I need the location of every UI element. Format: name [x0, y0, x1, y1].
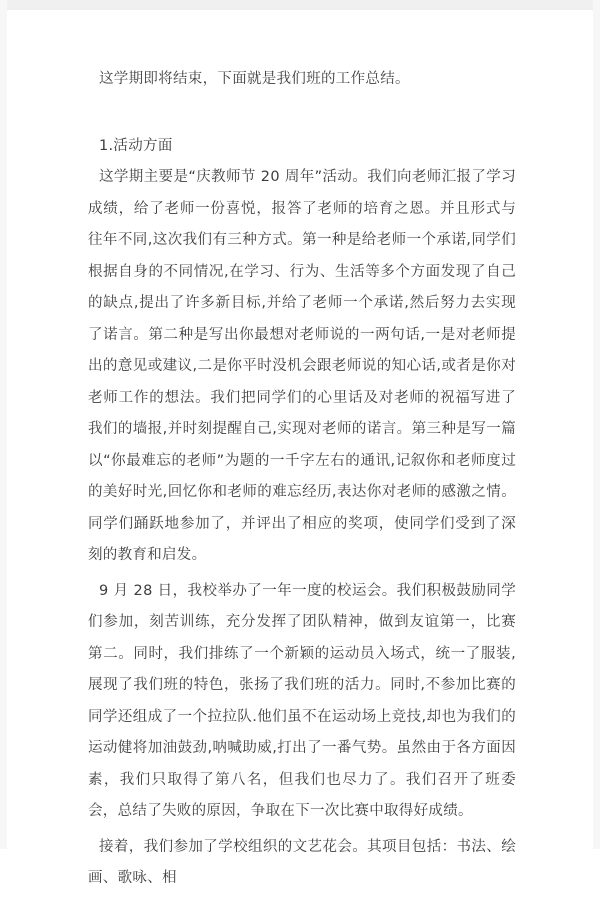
paragraph-art-festival: 接着，我们参加了学校组织的文艺花会。其项目包括：书法、绘画、歌咏、相	[88, 838, 516, 886]
page-right-border	[593, 0, 600, 849]
paragraph-sports-meet: 9 月 28 日，我校举办了一年一度的校运会。我们积极鼓励同学们参加，刻苦训练，充分发挥了团队精神，做到友谊第一，比赛第二。同时，我们排练了一个新颖的运动员入场式，统一了服装,展现了我们班的特色，张扬了我们班的活力。同时,不参加比赛的同学还组成了一个拉拉队.他们虽不在运动场上竞技,却也为我们的运动健将加油鼓劲,呐喊助威,打出了一番气势。虽然由于各方面因素，我们只取得了第八名，但我们也尽力了。我们召开了班委会，总结了失败的原因，争取在下一次比赛中取得好成绩。	[88, 582, 516, 819]
document-body	[88, 64, 516, 899]
paragraph-activities: 这学期主要是“庆教师节 20 周年”活动。我们向老师汇报了学习成绩，给了老师一份喜悦，报答了老师的培育之恩。并且形式与往年不同,这次我们有三种方式。第一种是给老师一个承诺,同学们根据自身的不同情况,在学习、行为、生活等多个方面发现了自己的缺点,提出了许多新目标,并给了老师一个承诺,然后努力去实现了诺言。第二种是写出你最想对老师说的一两句话,一是对老师提出的意见或建议,二是你平时没机会跟老师说的知心话,或者是你对老师工作的想法。我们把同学们的心里话及对老师的祝福写进了我们的墙报,并时刻提醒自己,实现对老师的诺言。第三种是写一篇以“你最难忘的老师”为题的一千字左右的通讯,记叙你和老师度过的美好时光,回忆你和老师的难忘经历,表达你对老师的感激之情。同学们踊跃地参加了，并评出了相应的奖项，使同学们受到了深刻的教育和启发。	[88, 169, 516, 563]
page-top-border	[0, 0, 600, 10]
section-heading: 1.活动方面	[99, 137, 173, 154]
intro-paragraph: 这学期即将结束，下面就是我们班的工作总结。	[99, 71, 410, 87]
page-left-border	[0, 0, 7, 849]
